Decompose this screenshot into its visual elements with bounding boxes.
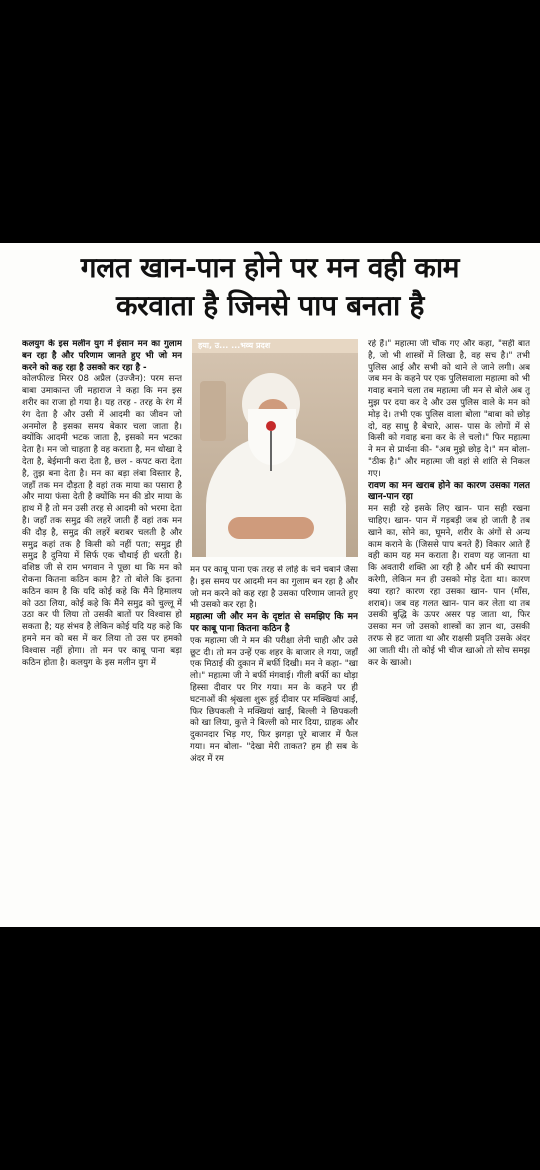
white-beard (248, 409, 296, 465)
photo-banner-text: हया, उ... ...भव्य प्रदश (192, 339, 358, 353)
headline (0, 249, 540, 325)
column-2-body: एक महात्मा जी ने मन की परीक्षा लेनी चाही और उसे छूट दी। तो मन उन्हें एक शहर के बाजार ले गया, जहाँ एक मिठाई की दुकान में बर्फी दिखी। मन ने कहा- "खा लो।" महात्मा जी ने बर्फी मंगवाई। गीली बर्फी का थोड़ा हिस्सा दीवार पर गिर गया। मन के कहने पर ही घटनाओं की श्रृंखला शुरू हुई दीवार पर मक्खियां आईं, फिर छिपकली ने मक्खियां खाईं, बिल्ली ने छिपकली को खा लिया, कुत्ते ने बिल्ली को मार दिया, ग्राहक और दुकानदार भिड़ गए, फिर झगड़ा पूरे बाजार में फैल गया। मन बोला- "देखा मेरी ताकत? हम ही सब के अंदर में रम (190, 635, 358, 764)
column-2 (190, 565, 358, 919)
microphone-stand (270, 431, 272, 471)
subheading-mahatma: महात्मा जी और मन के दृष्टांत से समझिए कि मन पर काबू पाना कितना कठिन है (190, 612, 358, 634)
column-3 (368, 339, 530, 919)
saint-photo (192, 339, 358, 557)
column-2-intro: मन पर काबू पाना एक तरह से लोहे के चने चबाने जैसा है। इस समय पर आदमी मन का गुलाम बन रहा है और जो मन करने को कह रहा है उसका परिणाम जानते हुए भी उसको कर रहा है। (190, 565, 358, 611)
newspaper-clipping (0, 243, 540, 927)
background-figure (200, 381, 226, 441)
folded-hands (228, 517, 314, 539)
headline-line-1: गलत खान-पान होने पर मन वही काम (80, 251, 460, 284)
microphone-icon (266, 421, 276, 431)
lead-paragraph: कलयुग के इस मलीन युग में इंसान मन का गुलाम बन रहा है और परिणाम जानते हुए भी जो मन करने को कह रहा है उसको कर रहा है - (22, 339, 182, 373)
column-3-body-1: रहे हैं।" महात्मा जी चौंक गए और कहा, "सही बात है, जो भी शास्त्रों में लिखा है, वह सच है।" तभी पुलिस आई और सभी को थाने ले जाने लगी। अब जब मन के कहने पर एक पुलिसवाला महात्मा को भी गवाह बनाने चला तब महात्मा जी मन से बोले अब तू मुझ पर दया कर दे और उस पुलिस वाले के मन को मोड़ दे। तभी एक पुलिस वाला बोला "बाबा को छोड़ दो, वह साधु है बेचारे, आस- पास के लोगों में से किसी को गवाह बना कर के ले चलो।" फिर महात्मा ने मन से प्रार्थना की- "अब मुझे छोड़ दे।" मन बोला- "ठीक है।" और महात्मा जी वहां से शांति से निकल गए। (368, 339, 530, 479)
column-1 (22, 339, 182, 919)
column-1-body: कोलफील्ड मिरर 08 अप्रैल (उज्जैन): परम सन्त बाबा उमाकान्त जी महाराज ने कहा कि मन इस शरीर का राजा हो गया है। यह तरह - तरह के रंग में रंग देता है और उसी में आदमी का जीवन जो अनमोल है इसका समय बेकार चला जाता है। क्योंकि आदमी भटक जाता है, इसको मन भटका देता है। मन जो चाहता है वह कराता है, मन धोखा दे देता है, बेईमानी करा देता है, छल - कपट करा देता है, तुझ बना देता है। मन का बड़ा लंबा विस्तार है, जहाँ तक मन दौड़ता है वहां तक माया का पसारा है और माया फंसा देती है क्योंकि मन की डोर माया के हाथ में है तो मन उसी तरह से आदमी को भरमा देता है। जहाँ तक समुद्र की लहरें जाती हैं वहां तक मन की दौड़ है, समुद्र की लहरें बराबर चलती है और समुद्र कहां तक है किसी को नहीं पता; समुद्र ही समुद्र है दुनिया में सिर्फ एक चौथाई ही धरती है। वशिष्ठ जी से राम भगवान ने पूछा था कि मन को रोकना कितना कठिन काम है? तो बोले कि इतना कठिन काम है कि यदि कोई कहे कि मैंने हिमालय को उठा लिया, कोई कहे कि मैंने समुद्र को चुल्लू में उठा कर पी लिया तो उसकी बातों पर विश्वास हो सकता है; यह संभव है लेकिन कोई यदि यह कहे कि हमने मन को बस में कर लिया तो उस पर हमको विश्वास नहीं होगा। तो मन पर काबू पाना बड़ा कठिन होता है। कलयुग के इस मलीन युग में (22, 374, 182, 668)
subheading-ravan: रावण का मन खराब होने का कारण उसका गलत खान-पान रहा (368, 480, 530, 503)
headline-line-2: करवाता है जिनसे पाप बनता है (115, 289, 425, 322)
column-3-body-2: मन सही रहे इसके लिए खान- पान सही रखना चाहिए। खान- पान में गड़बड़ी जब हो जाती है तब खाने का, सोने का, घूमने, शरीर के अंगों से अन्य काम कराने के (जिससे पाप बनते हैं) विकार आते हैं वही काम यह मन कराता है। रावण यह जानता था कि अवतारी शक्ति आ रही है और धर्म की स्थापना करेगी, लेकिन मन ही उसको मोड़ देता था। कारण क्या रहा? कारण रहा उसका खान- पान (माँस, शराब)। जब वह गलत खान- पान कर लेता था तब उसकी बुद्धि के ऊपर असर पड़ जाता था, फिर उसका मन जो उसको शास्त्रों का ज्ञान था, उसकी तरफ से हट जाता था और राक्षसी प्रवृति उसके अंदर आ जाती थी। तो कोई भी चीज खाओ तो सोच समझ कर के खाओ। (368, 504, 530, 668)
